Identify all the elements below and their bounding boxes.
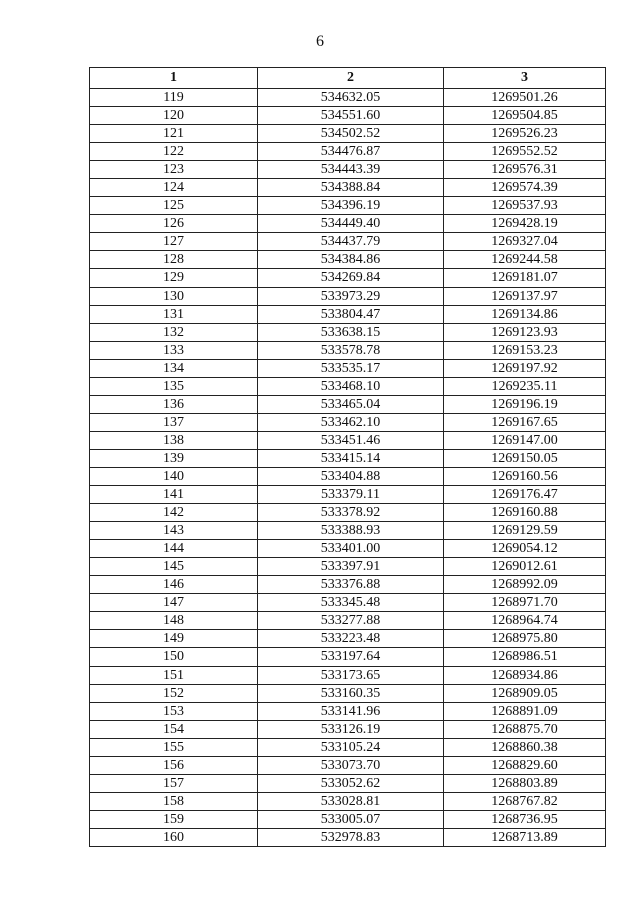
cell-y: 1269552.52 — [444, 143, 606, 161]
table-row — [90, 720, 606, 738]
cell-point-number: 160 — [90, 828, 258, 846]
cell-point-number: 124 — [90, 179, 258, 197]
cell-point-number: 148 — [90, 612, 258, 630]
cell-point-number: 120 — [90, 107, 258, 125]
cell-x: 533345.48 — [258, 594, 444, 612]
table-row — [90, 792, 606, 810]
table-row — [90, 413, 606, 431]
cell-point-number: 127 — [90, 233, 258, 251]
table-row — [90, 377, 606, 395]
table-row — [90, 197, 606, 215]
table-row — [90, 179, 606, 197]
cell-x: 534502.52 — [258, 125, 444, 143]
table-row — [90, 323, 606, 341]
table-header-row — [90, 68, 606, 89]
cell-x: 533468.10 — [258, 377, 444, 395]
cell-y: 1269576.31 — [444, 161, 606, 179]
table-row — [90, 738, 606, 756]
cell-x: 534476.87 — [258, 143, 444, 161]
cell-point-number: 119 — [90, 89, 258, 107]
table-row — [90, 828, 606, 846]
cell-x: 533277.88 — [258, 612, 444, 630]
cell-point-number: 157 — [90, 774, 258, 792]
table-row — [90, 269, 606, 287]
cell-point-number: 135 — [90, 377, 258, 395]
cell-x: 533223.48 — [258, 630, 444, 648]
table-row — [90, 558, 606, 576]
table-row — [90, 395, 606, 413]
cell-x: 533973.29 — [258, 287, 444, 305]
table-row — [90, 504, 606, 522]
table-row — [90, 431, 606, 449]
table-row — [90, 287, 606, 305]
cell-y: 1269504.85 — [444, 107, 606, 125]
cell-point-number: 141 — [90, 486, 258, 504]
cell-y: 1269196.19 — [444, 395, 606, 413]
table-row — [90, 143, 606, 161]
cell-y: 1269129.59 — [444, 522, 606, 540]
cell-point-number: 132 — [90, 323, 258, 341]
cell-x: 533005.07 — [258, 810, 444, 828]
table-row — [90, 630, 606, 648]
cell-point-number: 129 — [90, 269, 258, 287]
cell-point-number: 136 — [90, 395, 258, 413]
cell-point-number: 134 — [90, 359, 258, 377]
cell-x: 533378.92 — [258, 504, 444, 522]
cell-y: 1269197.92 — [444, 359, 606, 377]
table-row — [90, 305, 606, 323]
table-row — [90, 540, 606, 558]
cell-point-number: 159 — [90, 810, 258, 828]
cell-point-number: 140 — [90, 467, 258, 485]
table-row — [90, 89, 606, 107]
cell-y: 1269244.58 — [444, 251, 606, 269]
table-row — [90, 810, 606, 828]
table-row — [90, 666, 606, 684]
cell-y: 1269147.00 — [444, 431, 606, 449]
cell-y: 1268964.74 — [444, 612, 606, 630]
cell-point-number: 156 — [90, 756, 258, 774]
cell-point-number: 155 — [90, 738, 258, 756]
page-number: 6 — [316, 33, 324, 50]
cell-x: 533401.00 — [258, 540, 444, 558]
cell-y: 1269123.93 — [444, 323, 606, 341]
cell-point-number: 137 — [90, 413, 258, 431]
cell-x: 533388.93 — [258, 522, 444, 540]
cell-x: 533379.11 — [258, 486, 444, 504]
cell-y: 1268971.70 — [444, 594, 606, 612]
table-row — [90, 648, 606, 666]
cell-point-number: 147 — [90, 594, 258, 612]
cell-y: 1269150.05 — [444, 449, 606, 467]
cell-x: 533028.81 — [258, 792, 444, 810]
table-row — [90, 125, 606, 143]
cell-y: 1269327.04 — [444, 233, 606, 251]
cell-point-number: 149 — [90, 630, 258, 648]
table-row — [90, 576, 606, 594]
cell-x: 534632.05 — [258, 89, 444, 107]
table-row — [90, 774, 606, 792]
cell-x: 534269.84 — [258, 269, 444, 287]
table-row — [90, 594, 606, 612]
cell-y: 1268803.89 — [444, 774, 606, 792]
cell-x: 533638.15 — [258, 323, 444, 341]
cell-y: 1269160.56 — [444, 467, 606, 485]
table-row — [90, 467, 606, 485]
table-row — [90, 107, 606, 125]
cell-y: 1269153.23 — [444, 341, 606, 359]
cell-point-number: 126 — [90, 215, 258, 233]
cell-y: 1269501.26 — [444, 89, 606, 107]
cell-y: 1269176.47 — [444, 486, 606, 504]
cell-x: 533105.24 — [258, 738, 444, 756]
cell-y: 1268934.86 — [444, 666, 606, 684]
cell-x: 533160.35 — [258, 684, 444, 702]
cell-x: 533462.10 — [258, 413, 444, 431]
cell-point-number: 133 — [90, 341, 258, 359]
table-row — [90, 251, 606, 269]
cell-x: 533465.04 — [258, 395, 444, 413]
cell-x: 532978.83 — [258, 828, 444, 846]
cell-y: 1268992.09 — [444, 576, 606, 594]
cell-point-number: 142 — [90, 504, 258, 522]
table-row — [90, 359, 606, 377]
table-body — [90, 89, 606, 847]
cell-x: 533376.88 — [258, 576, 444, 594]
cell-x: 533052.62 — [258, 774, 444, 792]
cell-x: 534384.86 — [258, 251, 444, 269]
cell-y: 1268767.82 — [444, 792, 606, 810]
cell-point-number: 143 — [90, 522, 258, 540]
cell-y: 1268891.09 — [444, 702, 606, 720]
coordinates-table — [89, 67, 606, 847]
cell-point-number: 139 — [90, 449, 258, 467]
cell-y: 1269054.12 — [444, 540, 606, 558]
cell-x: 533415.14 — [258, 449, 444, 467]
table-row — [90, 161, 606, 179]
table-row — [90, 684, 606, 702]
table-row — [90, 486, 606, 504]
cell-y: 1268875.70 — [444, 720, 606, 738]
cell-y: 1269167.65 — [444, 413, 606, 431]
cell-point-number: 131 — [90, 305, 258, 323]
cell-point-number: 130 — [90, 287, 258, 305]
cell-point-number: 145 — [90, 558, 258, 576]
cell-point-number: 128 — [90, 251, 258, 269]
table-row — [90, 702, 606, 720]
cell-y: 1269012.61 — [444, 558, 606, 576]
cell-y: 1269537.93 — [444, 197, 606, 215]
cell-y: 1268909.05 — [444, 684, 606, 702]
cell-x: 533451.46 — [258, 431, 444, 449]
cell-y: 1269428.19 — [444, 215, 606, 233]
cell-x: 533073.70 — [258, 756, 444, 774]
cell-point-number: 150 — [90, 648, 258, 666]
cell-x: 533578.78 — [258, 341, 444, 359]
cell-x: 533404.88 — [258, 467, 444, 485]
cell-y: 1268736.95 — [444, 810, 606, 828]
cell-x: 534551.60 — [258, 107, 444, 125]
table-row — [90, 449, 606, 467]
table-row — [90, 341, 606, 359]
cell-y: 1269181.07 — [444, 269, 606, 287]
cell-point-number: 125 — [90, 197, 258, 215]
table-row — [90, 233, 606, 251]
cell-point-number: 158 — [90, 792, 258, 810]
table-row — [90, 612, 606, 630]
cell-x: 533535.17 — [258, 359, 444, 377]
cell-point-number: 153 — [90, 702, 258, 720]
cell-point-number: 123 — [90, 161, 258, 179]
cell-x: 534388.84 — [258, 179, 444, 197]
cell-point-number: 121 — [90, 125, 258, 143]
cell-y: 1269137.97 — [444, 287, 606, 305]
cell-y: 1269526.23 — [444, 125, 606, 143]
cell-y: 1269574.39 — [444, 179, 606, 197]
cell-point-number: 146 — [90, 576, 258, 594]
table-row — [90, 522, 606, 540]
cell-y: 1268713.89 — [444, 828, 606, 846]
cell-point-number: 122 — [90, 143, 258, 161]
cell-x: 533126.19 — [258, 720, 444, 738]
column-header-point-number: 1 — [90, 68, 258, 89]
cell-point-number: 144 — [90, 540, 258, 558]
cell-y: 1269160.88 — [444, 504, 606, 522]
cell-point-number: 154 — [90, 720, 258, 738]
column-header-y: 3 — [444, 68, 606, 89]
cell-y: 1268860.38 — [444, 738, 606, 756]
cell-x: 533173.65 — [258, 666, 444, 684]
cell-x: 534449.40 — [258, 215, 444, 233]
cell-point-number: 151 — [90, 666, 258, 684]
table-row — [90, 756, 606, 774]
cell-x: 533197.64 — [258, 648, 444, 666]
table-row — [90, 215, 606, 233]
cell-y: 1269134.86 — [444, 305, 606, 323]
cell-x: 533804.47 — [258, 305, 444, 323]
cell-point-number: 152 — [90, 684, 258, 702]
cell-x: 534396.19 — [258, 197, 444, 215]
cell-y: 1268975.80 — [444, 630, 606, 648]
cell-x: 533397.91 — [258, 558, 444, 576]
cell-x: 533141.96 — [258, 702, 444, 720]
column-header-x: 2 — [258, 68, 444, 89]
cell-x: 534437.79 — [258, 233, 444, 251]
cell-y: 1268986.51 — [444, 648, 606, 666]
cell-y: 1268829.60 — [444, 756, 606, 774]
cell-point-number: 138 — [90, 431, 258, 449]
cell-x: 534443.39 — [258, 161, 444, 179]
cell-y: 1269235.11 — [444, 377, 606, 395]
